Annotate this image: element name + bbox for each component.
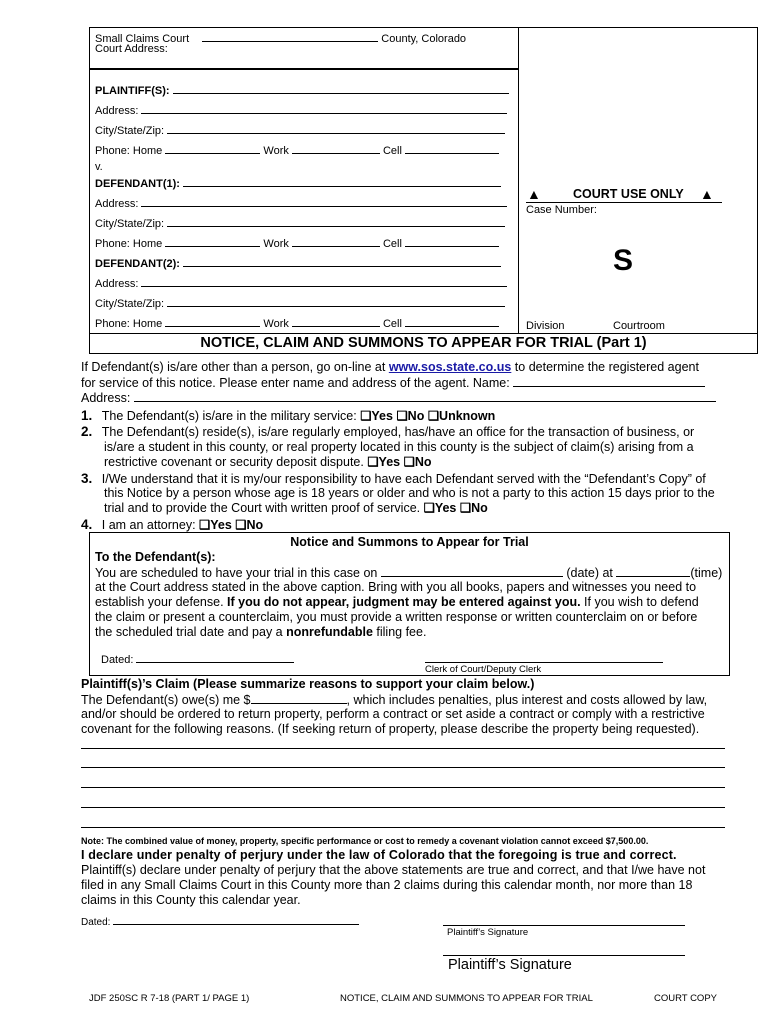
defendant1-address-label: Address: [95, 198, 139, 210]
defendant1-row [95, 175, 501, 190]
courtroom-label: Courtroom [613, 320, 665, 332]
agent-text-3: for service of this notice. Please enter name and address of the agent. Name: [81, 376, 510, 390]
defendant1-field[interactable] [183, 175, 501, 187]
claim-line-2: and/or should be ordered to return property, perform a contract or set aside a contract or comply with a restrictive [81, 707, 705, 721]
defendant1-phone-cell-field[interactable] [405, 235, 499, 247]
plaintiff-city-field[interactable] [167, 122, 505, 134]
item-3-text-a: I/We understand that it is my/our responsibility to have each Defendant served with the “Defendant’s Copy” of [101, 472, 706, 486]
claim-title: Plaintiff(s)’s Claim (Please summarize reasons to support your claim below.) [81, 677, 535, 691]
county-field[interactable] [202, 30, 378, 42]
item-1-text: The Defendant(s) is/are in the military service: [101, 409, 361, 423]
court-label: Small Claims Court [95, 33, 190, 45]
item-3-text-c: trial and to provide the Court with written proof of service. [104, 501, 424, 515]
claim-reason-line[interactable] [81, 787, 725, 788]
plaintiff-signature-label-2: Plaintiff’s Signature [448, 957, 572, 973]
court-use-rule [526, 202, 722, 203]
declaration-line-1: Plaintiff(s) declare under penalty of perjury that the above statements are true and correct, and that I/we have not [81, 863, 706, 877]
service-no-checkbox[interactable]: ❑No [459, 501, 488, 515]
item-1 [81, 408, 495, 424]
military-yes-checkbox[interactable]: ❑Yes [360, 409, 393, 423]
plaintiff-phone-work-label: Work [263, 145, 289, 157]
claim-reason-line[interactable] [81, 807, 725, 808]
defendant1-phone-cell-label: Cell [382, 238, 402, 250]
plaintiff-address-field[interactable] [141, 102, 507, 114]
agent-line-2 [81, 375, 705, 391]
trial-time-field[interactable] [616, 565, 690, 577]
defendant2-city-row [95, 295, 505, 310]
plaintiff-signature-label-1: Plaintiff’s Signature [447, 927, 529, 938]
plaintiff-phone-cell-field[interactable] [405, 142, 499, 154]
claim-line-1 [81, 692, 707, 708]
item-3-number: 3. [81, 471, 93, 486]
defendant1-label: DEFENDANT(1): [95, 178, 180, 190]
defendant1-city-label: City/State/Zip: [95, 218, 165, 230]
item-3-line-3 [104, 501, 488, 516]
item-2-number: 2. [81, 424, 93, 439]
defendant1-address-field[interactable] [141, 195, 507, 207]
plaintiff-signature-line-1[interactable] [443, 925, 685, 926]
plaintiff-city-row [95, 122, 505, 137]
plaintiff-phone-home-field[interactable] [165, 142, 260, 154]
up-triangle-right-icon: ▲ [700, 186, 714, 202]
agent-line-3 [81, 390, 716, 406]
summons-dated-row [101, 651, 294, 666]
military-yes-label: Yes [371, 409, 393, 423]
summons-warning: If you do not appear, judgment may be entered against you. [227, 595, 581, 609]
footer-title: NOTICE, CLAIM AND SUMMONS TO APPEAR FOR TRIAL [340, 993, 593, 1004]
plaintiff-phone-work-field[interactable] [292, 142, 380, 154]
declaration-dated-field[interactable] [113, 915, 359, 925]
defendant1-phone-work-field[interactable] [292, 235, 380, 247]
item-1-number: 1. [81, 408, 93, 423]
defendant2-field[interactable] [183, 255, 501, 267]
division-label: Division [526, 320, 565, 332]
claim-reason-line[interactable] [81, 827, 725, 828]
caption-vertical-divider [518, 27, 519, 333]
summons-line-3a: establish your defense. [95, 595, 228, 609]
declaration-line-2: filed in any Small Claims Court in this County more than 2 claims during this calendar month, nor more than 18 [81, 878, 693, 892]
defendant2-phone-work-field[interactable] [292, 315, 380, 327]
claim-amount-field[interactable] [251, 692, 347, 704]
defendant2-row [95, 255, 501, 270]
summons-line-3 [95, 595, 699, 610]
military-unknown-label: Unknown [439, 409, 496, 423]
item-4-text: I am an attorney: [101, 518, 200, 532]
declaration-dated-row [81, 915, 359, 928]
agent-text-1: If Defendant(s) is/are other than a person, go on-line at [81, 360, 389, 374]
item-4-number: 4. [81, 517, 93, 532]
summons-line-5a: the scheduled trial date and pay a [95, 625, 287, 639]
summons-line-1b: (date) at [566, 566, 613, 580]
defendant2-address-row [95, 275, 507, 290]
clerk-signature-line[interactable] [425, 662, 663, 663]
defendant1-address-row [95, 195, 507, 210]
agent-address-label: Address: [81, 391, 131, 405]
military-unknown-checkbox[interactable]: ❑Unknown [427, 409, 496, 423]
value-limit-note: Note: The combined value of money, property, specific performance or cost to remedy a covenant violation cannot exceed $7,500.00. [81, 836, 649, 846]
item-2-text-a: The Defendant(s) reside(s), is/are regularly employed, has/have an office for the transaction of business, or [101, 425, 695, 439]
agent-address-field[interactable] [134, 390, 716, 402]
venue-yes-checkbox[interactable]: ❑Yes [367, 455, 401, 469]
sos-link[interactable]: www.sos.state.co.us [388, 360, 512, 374]
plaintiff-phone-row [95, 142, 499, 157]
defendant2-label: DEFENDANT(2): [95, 258, 180, 270]
defendant2-address-field[interactable] [141, 275, 507, 287]
up-triangle-left-icon: ▲ [527, 186, 541, 202]
case-number-label: Case Number: [526, 204, 597, 216]
summons-line-5 [95, 625, 426, 640]
military-no-checkbox[interactable]: ❑No [396, 409, 425, 423]
court-use-only-label: COURT USE ONLY [573, 187, 684, 201]
venue-yes-label: Yes [378, 455, 401, 469]
perjury-declaration: I declare under penalty of perjury under the law of Colorado that the foregoing is true and correct. [81, 848, 677, 862]
item-2-text-c: restrictive covenant or security deposit dispute. [104, 455, 368, 469]
defendant2-phone-home-label: Phone: Home [95, 318, 163, 330]
summons-dated-field[interactable] [136, 651, 294, 663]
declaration-line-3: claims in this County this calendar year. [81, 893, 301, 907]
claim-reason-line[interactable] [81, 748, 725, 749]
claim-line-1a: The Defendant(s) owe(s) me $ [81, 693, 251, 707]
agent-name-field[interactable] [513, 375, 705, 387]
summons-line-5c: filing fee. [372, 625, 427, 639]
form-number: JDF 250SC R 7-18 (PART 1/ PAGE 1) [89, 993, 250, 1004]
versus-label: v. [95, 161, 103, 173]
plaintiff-city-label: City/State/Zip: [95, 125, 165, 137]
caption-divider-bottom [89, 333, 758, 334]
defendant1-phone-work-label: Work [263, 238, 289, 250]
summons-dated-label: Dated: [101, 654, 134, 666]
summons-to: To the Defendant(s): [95, 550, 216, 564]
defendant2-phone-cell-label: Cell [382, 318, 402, 330]
summons-title: Notice and Summons to Appear for Trial [290, 535, 529, 549]
defendant2-phone-work-label: Work [263, 318, 289, 330]
copy-type: COURT COPY [654, 993, 717, 1004]
item-2-line-1 [81, 424, 694, 440]
attorney-yes-label: Yes [210, 518, 232, 532]
summons-line-1c: (time) [690, 566, 723, 580]
item-4 [81, 517, 263, 533]
declaration-dated-label: Dated: [81, 917, 111, 928]
attorney-yes-checkbox[interactable]: ❑Yes [199, 518, 232, 532]
attorney-no-checkbox[interactable]: ❑No [235, 518, 264, 532]
summons-nonrefundable: nonrefundable [286, 625, 373, 639]
plaintiff-row [95, 82, 509, 97]
caption-divider-top [89, 68, 519, 70]
defendant2-phone-cell-field[interactable] [405, 315, 499, 327]
plaintiff-phone-home-label: Phone: Home [95, 145, 163, 157]
item-3-line-1 [81, 471, 706, 487]
agent-line-1 [81, 360, 725, 375]
summons-line-2: at the Court address stated in the above caption. Bring with you all books, papers and witnesses you need to [95, 580, 697, 594]
venue-no-checkbox[interactable]: ❑No [403, 455, 432, 469]
service-yes-label: Yes [434, 501, 457, 515]
defendant2-phone-home-field[interactable] [165, 315, 260, 327]
page-title: NOTICE, CLAIM AND SUMMONS TO APPEAR FOR TRIAL (Part 1) [200, 335, 647, 351]
defendant1-phone-row [95, 235, 499, 250]
plaintiff-phone-cell-label: Cell [382, 145, 402, 157]
court-address-label: Court Address: [95, 43, 168, 55]
military-no-label: No [407, 409, 425, 423]
defendant1-city-row [95, 215, 505, 230]
agent-text-2: to determine the registered agent [511, 360, 699, 374]
plaintiff-signature-line-2[interactable] [443, 955, 685, 956]
summons-line-1a: You are scheduled to have your trial in this case on [95, 566, 378, 580]
defendant2-city-label: City/State/Zip: [95, 298, 165, 310]
claim-line-1b: , which includes penalties, plus interest and costs allowed by law, [346, 693, 708, 707]
case-type-letter: S [613, 244, 634, 277]
service-yes-checkbox[interactable]: ❑Yes [423, 501, 457, 515]
item-2-text-b: is/are a student in this county, or real property located in this county is the subject of claim(s) arising from a [104, 440, 694, 454]
attorney-no-label: No [246, 518, 264, 532]
venue-no-label: No [414, 455, 432, 469]
plaintiff-address-label: Address: [95, 105, 139, 117]
item-3-text-b: this Notice by a person whose age is 18 years or older and who is not a party to this action 15 days prior to the [104, 486, 715, 500]
clerk-label: Clerk of Court/Deputy Clerk [425, 664, 542, 675]
item-2-line-3 [104, 455, 431, 470]
defendant2-city-field[interactable] [167, 295, 505, 307]
defendant1-phone-home-field[interactable] [165, 235, 260, 247]
county-label: County, Colorado [381, 33, 467, 45]
plaintiff-label: PLAINTIFF(S): [95, 85, 170, 97]
summons-line-1 [95, 565, 722, 581]
plaintiff-address-row [95, 102, 507, 117]
defendant2-address-label: Address: [95, 278, 139, 290]
plaintiff-field[interactable] [173, 82, 509, 94]
defendant2-phone-row [95, 315, 499, 330]
claim-reason-line[interactable] [81, 767, 725, 768]
defendant1-phone-home-label: Phone: Home [95, 238, 163, 250]
service-no-label: No [471, 501, 488, 515]
trial-date-field[interactable] [381, 565, 563, 577]
summons-line-3c: If you wish to defend [580, 595, 699, 609]
claim-line-3: covenant for the following reasons. (If seeking return of property, please describe the property being requested). [81, 722, 700, 736]
defendant1-city-field[interactable] [167, 215, 505, 227]
summons-line-4: the claim or present a counterclaim, you must provide a written response or written counterclaim on or before [95, 610, 698, 624]
